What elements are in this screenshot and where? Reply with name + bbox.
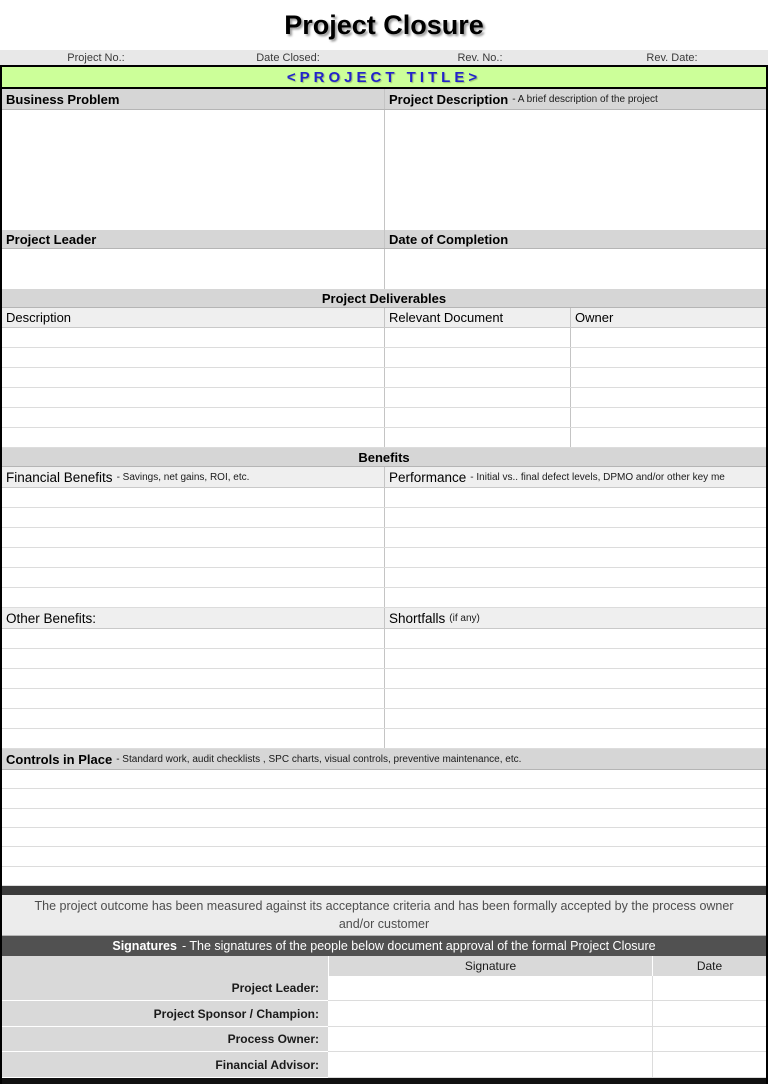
empty-cell[interactable] — [2, 488, 384, 507]
empty-cell[interactable] — [384, 528, 766, 547]
shortfalls-header — [384, 608, 766, 628]
empty-cell[interactable] — [2, 689, 384, 708]
deliverables-column-headers — [2, 308, 766, 328]
empty-cell[interactable] — [384, 508, 766, 527]
empty-cell[interactable] — [384, 588, 766, 607]
empty-cell[interactable] — [2, 729, 384, 748]
empty-cell[interactable] — [2, 528, 384, 547]
empty-row — [2, 649, 766, 669]
empty-cell[interactable] — [2, 588, 384, 607]
signature-row-sponsor — [2, 1001, 766, 1027]
deliverables-owner-header — [570, 308, 766, 327]
deliverables-section-title: Project Deliverables — [2, 289, 766, 308]
business-problem-input[interactable] — [2, 110, 384, 230]
empty-cell[interactable] — [2, 428, 384, 447]
empty-row — [2, 809, 766, 828]
empty-cell[interactable] — [570, 388, 766, 407]
empty-cell[interactable] — [2, 867, 766, 885]
empty-cell[interactable] — [384, 348, 570, 367]
empty-row — [2, 629, 766, 649]
performance-header — [384, 467, 766, 487]
process-owner-date-input[interactable] — [652, 1027, 766, 1053]
empty-cell[interactable] — [384, 388, 570, 407]
empty-cell[interactable] — [2, 368, 384, 387]
controls-rows — [2, 770, 766, 886]
empty-cell[interactable] — [2, 669, 384, 688]
project-leader-input[interactable] — [2, 249, 384, 289]
process-owner-sig-label: Process Owner: — [2, 1027, 328, 1053]
controls-in-place-header — [2, 749, 766, 769]
empty-cell[interactable] — [570, 428, 766, 447]
empty-cell[interactable] — [570, 348, 766, 367]
benefits-rows — [2, 488, 766, 608]
empty-row — [2, 428, 766, 448]
shortfalls-label: Shortfalls — [389, 610, 446, 626]
signatures-blank-header — [2, 956, 328, 976]
date-of-completion-header — [384, 230, 766, 248]
sponsor-signature-input[interactable] — [328, 1001, 652, 1027]
shortfalls-hint: (if any) — [449, 612, 480, 624]
signature-row-process-owner — [2, 1027, 766, 1053]
project-leader-signature-input[interactable] — [328, 976, 652, 1002]
business-problem-label: Business Problem — [6, 91, 120, 107]
controls-header-row — [2, 749, 766, 770]
signatures-bar-label: Signatures — [112, 938, 177, 953]
controls-in-place-label: Controls in Place — [6, 751, 113, 767]
project-description-label: Project Description — [389, 91, 509, 107]
empty-row — [2, 328, 766, 348]
financial-advisor-date-input[interactable] — [652, 1052, 766, 1078]
empty-cell[interactable] — [384, 368, 570, 387]
sponsor-date-input[interactable] — [652, 1001, 766, 1027]
acceptance-statement: The project outcome has been measured against its acceptance criteria and has been formally accepted by the process owner and/or customer — [2, 895, 766, 936]
empty-cell[interactable] — [2, 649, 384, 668]
date-of-completion-input[interactable] — [384, 249, 766, 289]
empty-row — [2, 689, 766, 709]
signature-row-financial-advisor — [2, 1052, 766, 1078]
financial-benefits-header — [2, 467, 384, 487]
project-description-input[interactable] — [384, 110, 766, 230]
deliverables-document-header — [384, 308, 570, 327]
date-of-completion-label: Date of Completion — [389, 231, 509, 247]
separator-bar — [2, 886, 766, 895]
signature-row-project-leader — [2, 976, 766, 1002]
other-benefits-rows — [2, 629, 766, 749]
meta-row — [0, 50, 768, 65]
empty-cell[interactable] — [384, 328, 570, 347]
benefits-section-title: Benefits — [2, 448, 766, 467]
meta-rev-no-label: Rev. No.: — [457, 51, 503, 64]
empty-row — [2, 528, 766, 548]
other-shortfalls-headers — [2, 608, 766, 629]
empty-row — [2, 548, 766, 568]
meta-date-closed-label: Date Closed: — [256, 51, 320, 64]
owner-column-label: Owner — [575, 310, 614, 325]
leader-completion-header-row — [2, 230, 766, 249]
signatures-bar-hint: - The signatures of the people below document approval of the formal Project Closure — [181, 938, 656, 953]
project-leader-label: Project Leader — [6, 231, 97, 247]
empty-row — [2, 789, 766, 808]
empty-cell[interactable] — [384, 689, 766, 708]
meta-rev-date-label: Rev. Date: — [646, 51, 698, 64]
problem-description-inputs — [2, 110, 766, 230]
empty-row — [2, 348, 766, 368]
empty-row — [2, 729, 766, 749]
empty-row — [2, 568, 766, 588]
relevant-document-column-label: Relevant Document — [389, 310, 504, 325]
deliverables-rows — [2, 328, 766, 448]
empty-cell[interactable] — [384, 709, 766, 728]
empty-row — [2, 867, 766, 886]
empty-cell[interactable] — [2, 408, 384, 427]
empty-cell[interactable] — [2, 847, 766, 865]
form-table — [0, 65, 768, 1084]
empty-cell[interactable] — [2, 789, 766, 807]
empty-cell[interactable] — [2, 709, 384, 728]
performance-label: Performance — [389, 469, 467, 485]
empty-cell[interactable] — [384, 669, 766, 688]
financial-advisor-signature-input[interactable] — [328, 1052, 652, 1078]
empty-cell[interactable] — [570, 408, 766, 427]
other-benefits-label: Other Benefits: — [6, 610, 97, 626]
financial-benefits-label: Financial Benefits — [6, 469, 113, 485]
other-benefits-header — [2, 608, 384, 628]
empty-cell[interactable] — [2, 770, 766, 788]
business-problem-header — [2, 89, 384, 109]
project-description-header — [384, 89, 766, 109]
description-column-label: Description — [6, 310, 72, 325]
empty-cell[interactable] — [384, 568, 766, 587]
empty-cell[interactable] — [2, 809, 766, 827]
title-area — [0, 0, 768, 50]
financial-advisor-sig-label: Financial Advisor: — [2, 1052, 328, 1078]
date-column-header: Date — [652, 956, 766, 976]
empty-cell[interactable] — [384, 729, 766, 748]
empty-row — [2, 488, 766, 508]
empty-row — [2, 828, 766, 847]
sponsor-sig-label: Project Sponsor / Champion: — [2, 1001, 328, 1027]
page-title: Project Closure — [284, 9, 484, 40]
empty-row — [2, 588, 766, 608]
financial-benefits-hint: - Savings, net gains, ROI, etc. — [116, 471, 250, 483]
project-leader-date-input[interactable] — [652, 976, 766, 1002]
empty-cell[interactable] — [384, 548, 766, 567]
empty-cell[interactable] — [570, 328, 766, 347]
empty-cell[interactable] — [384, 629, 766, 648]
empty-cell[interactable] — [384, 488, 766, 507]
signature-column-header: Signature — [328, 956, 652, 976]
empty-row — [2, 388, 766, 408]
empty-cell[interactable] — [2, 388, 384, 407]
project-leader-sig-label: Project Leader: — [2, 976, 328, 1002]
performance-hint: - Initial vs.. final defect levels, DPMO and/or other key me — [470, 471, 725, 483]
empty-row — [2, 669, 766, 689]
empty-cell[interactable] — [384, 428, 570, 447]
empty-cell[interactable] — [2, 328, 384, 347]
signatures-bar — [2, 936, 766, 956]
empty-row — [2, 709, 766, 729]
empty-cell[interactable] — [384, 408, 570, 427]
controls-in-place-hint: - Standard work, audit checklists , SPC charts, visual controls, preventive maintenance, etc. — [116, 753, 522, 765]
empty-row — [2, 408, 766, 428]
meta-project-no-label: Project No.: — [67, 51, 125, 64]
empty-row — [2, 847, 766, 866]
bottom-border-bar — [2, 1078, 766, 1084]
process-owner-signature-input[interactable] — [328, 1027, 652, 1053]
project-description-hint: - A brief description of the project — [512, 93, 658, 105]
empty-cell[interactable] — [2, 828, 766, 846]
empty-row — [2, 770, 766, 789]
signatures-column-headers — [2, 956, 766, 976]
leader-completion-inputs — [2, 249, 766, 289]
project-title-banner[interactable]: <PROJECT TITLE> — [2, 67, 766, 89]
empty-cell[interactable] — [2, 568, 384, 587]
empty-cell[interactable] — [2, 629, 384, 648]
empty-cell[interactable] — [384, 649, 766, 668]
project-leader-header — [2, 230, 384, 248]
deliverables-description-header — [2, 308, 384, 327]
benefits-column-headers — [2, 467, 766, 488]
empty-cell[interactable] — [570, 368, 766, 387]
empty-row — [2, 368, 766, 388]
problem-description-header-row — [2, 89, 766, 110]
empty-cell[interactable] — [2, 548, 384, 567]
empty-row — [2, 508, 766, 528]
empty-cell[interactable] — [2, 508, 384, 527]
empty-cell[interactable] — [2, 348, 384, 367]
